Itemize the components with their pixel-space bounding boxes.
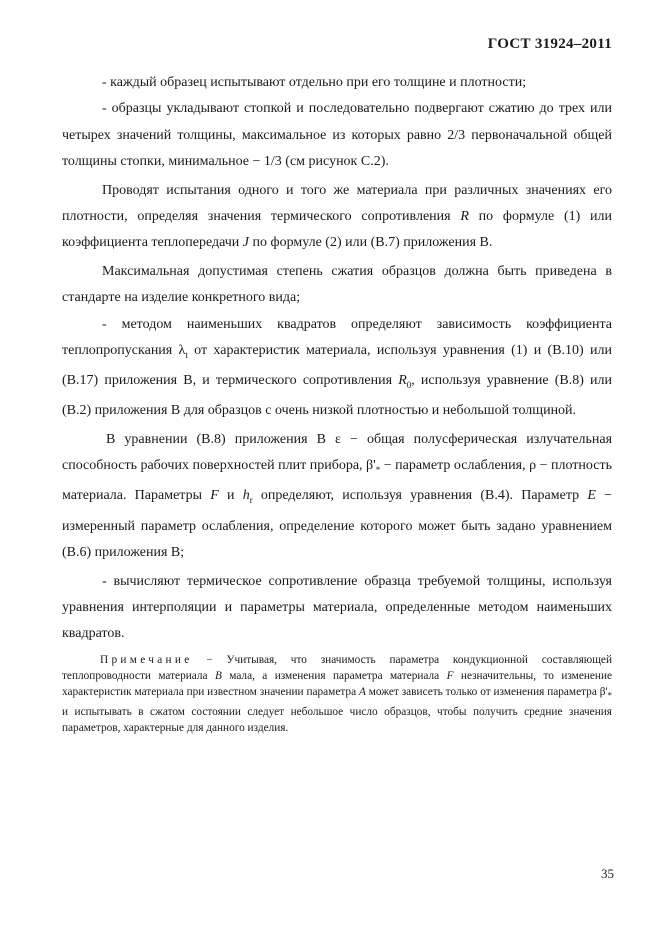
- page-number: 35: [601, 866, 614, 881]
- document-header: ГОСТ 31924–2011: [487, 36, 612, 52]
- page-body: [62, 70, 612, 747]
- paragraph-max-compression: Максимальная допустимая степень сжатия образцов должна быть приведена в стандарте на изделие конкретного вида;: [62, 263, 612, 306]
- list-item-interpolation: - вычисляют термическое сопротивление образца требуемой толщины, используя уравнения интерполяции и параметры материала, определенные методом наименьших квадратов.: [62, 573, 612, 642]
- paragraph-equation-b8: В уравнении (В.8) приложения В ε − общая полусферическая излучательная способность рабочих поверхностей плит прибора, $\beta'_*$ − параметр ослабления, ρ − плотность материала. Параметры F и $h_r$ определяют, используя уравнения (В.4). Параметр E − измеренный параметр ослабления, определение которого может быть задано уравнением (В.6) приложения В;: [62, 431, 613, 561]
- note-lead: Примечание: [100, 653, 193, 666]
- paragraph-density-tests: Проводят испытания одного и того же материала при различных значениях его плотности, определяя значения термического сопротивления R по формуле (1) или коэффициента теплопередачи J по формуле (2) или (В.7) приложения В.: [62, 182, 612, 251]
- list-item-least-squares: - методом наименьших квадратов определяют зависимость коэффициента теплопропускания $\lambda_t$ от характеристик материала, используя уравнения (1) и (В.10) или (В.17) приложения В, и термического сопротивления $R_0$, используя уравнение (В.8) или (В.2) приложения В для образцов с очень низкой плотностью и небольшой толщиной.: [62, 316, 613, 419]
- note-block: Примечание − Учитывая, что значимость параметра кондукционной составляющей теплопроводности материала B мала, а изменения параметра материала F незначительны, то изменение характеристик материала при известном значении параметра A может зависеть только от изменения параметра $\beta'_*$ и испытывать в сжатом состоянии следует небольшое число образцов, чтобы получить средние значения параметров, характерные для данного изделия.: [62, 653, 613, 734]
- list-item-stacking: - образцы укладывают стопкой и последовательно подвергают сжатию до трех или четырех значений толщины, максимальное из которых равно 2/3 первоначальной общей толщины стопки, минимальное − 1/3 (см рисунок С.2).: [62, 101, 612, 170]
- list-item-thickness: - каждый образец испытывают отдельно при его толщине и плотности;: [102, 75, 527, 90]
